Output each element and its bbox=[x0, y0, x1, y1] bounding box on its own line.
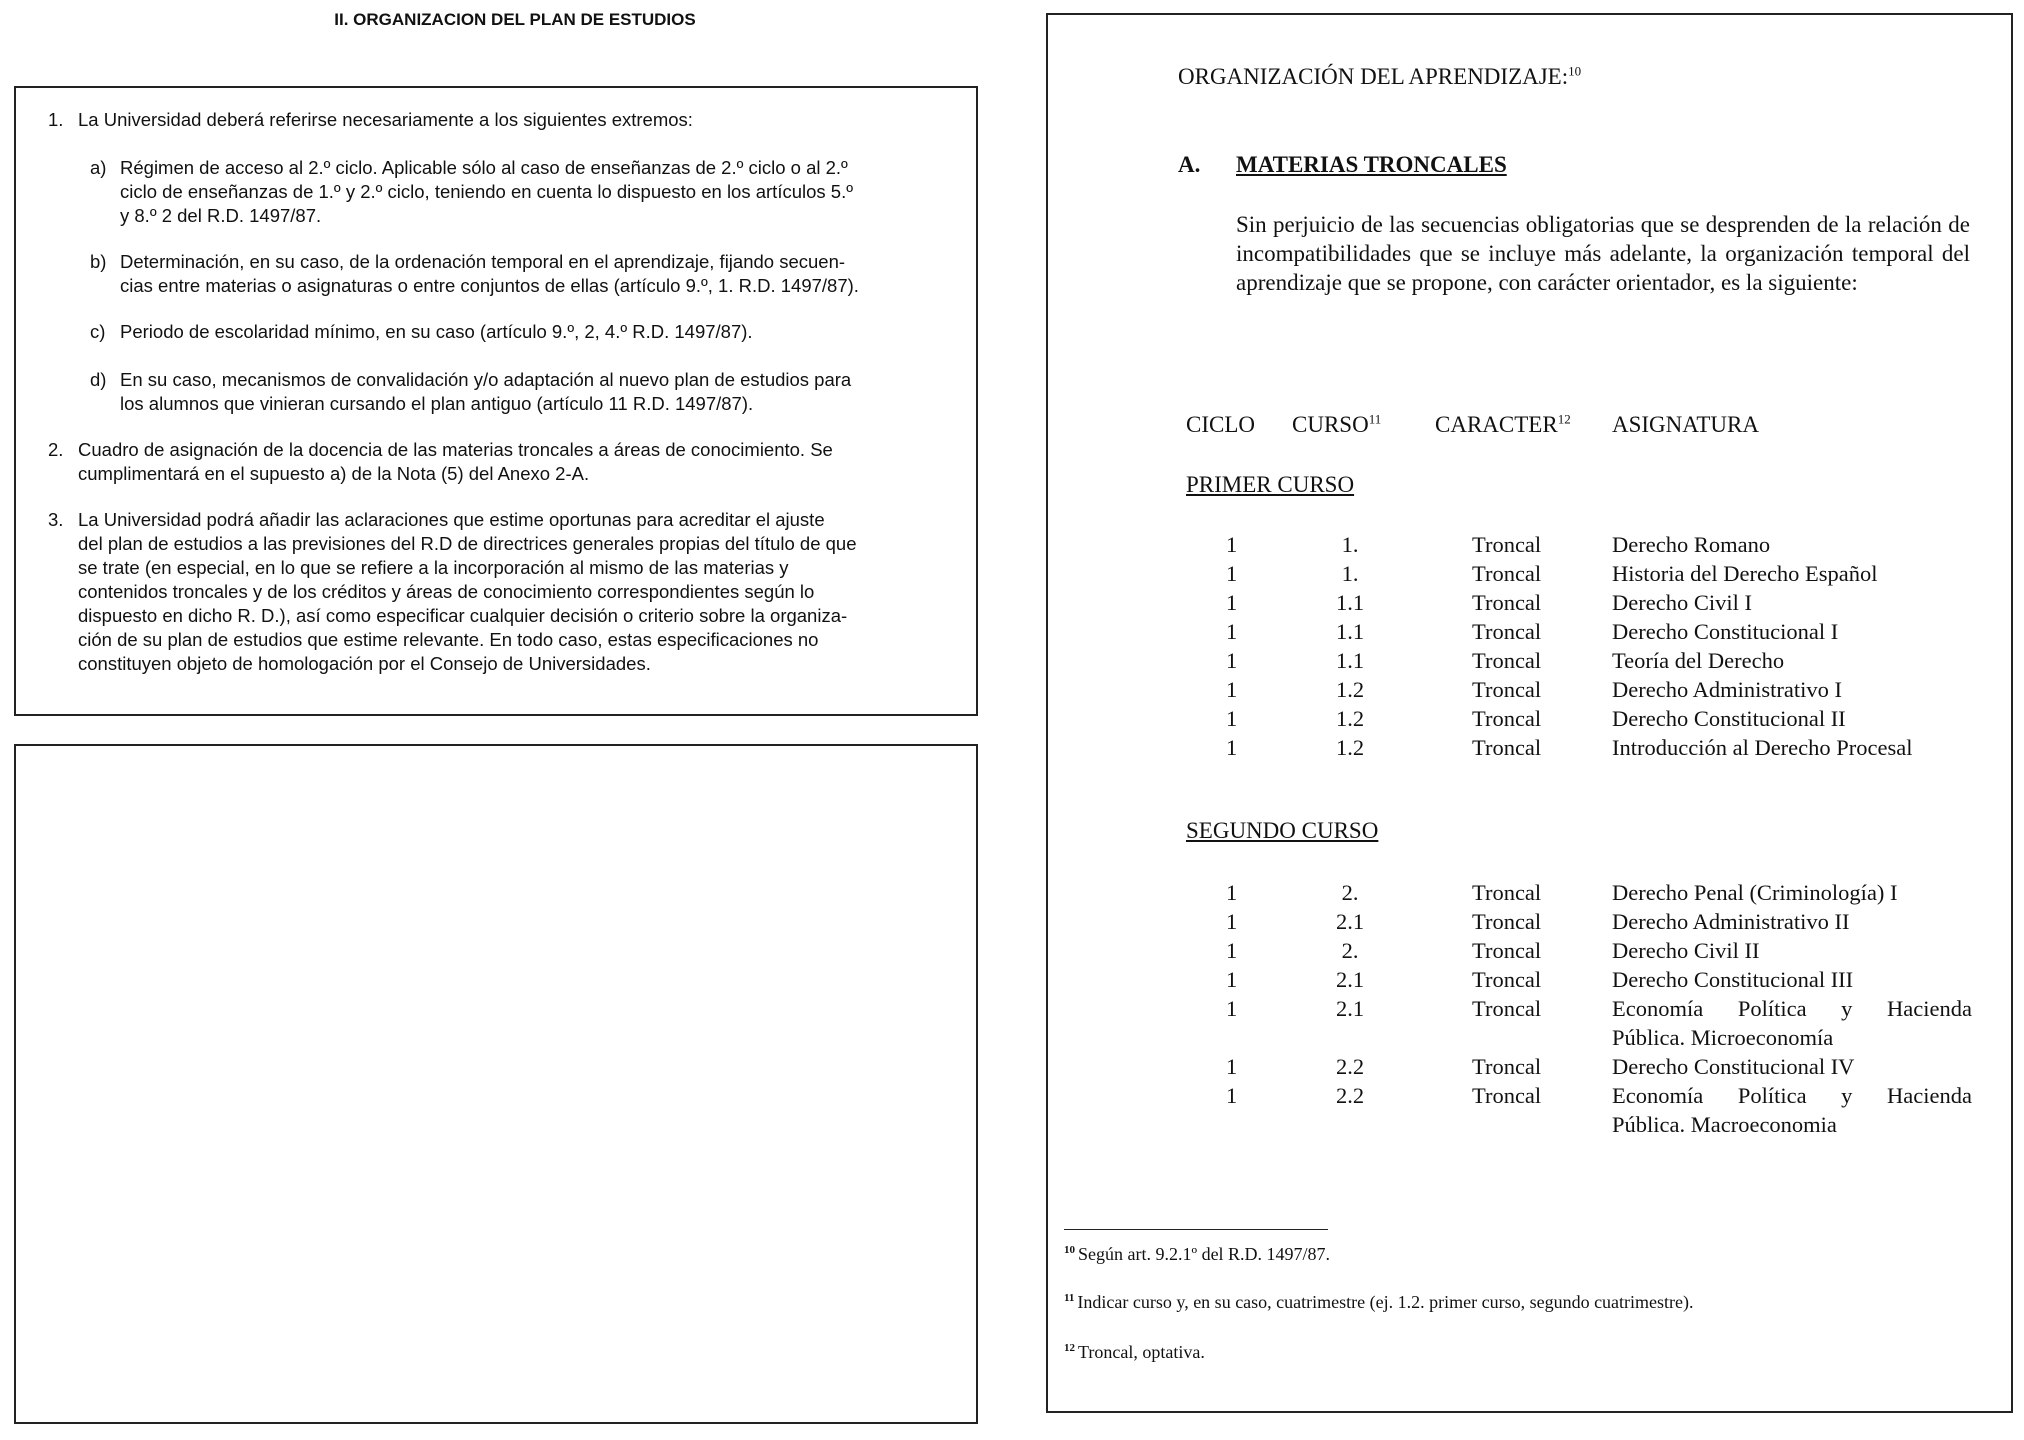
subitem-letter: d) bbox=[90, 369, 107, 390]
subitem-line: Periodo de escolaridad mínimo, en su caso (artículo 9.º, 2, 4.º R.D. 1497/87). bbox=[120, 321, 753, 342]
cell-asignatura: Economía Política y Hacienda bbox=[1612, 1083, 1972, 1108]
item-line: Cuadro de asignación de la docencia de las materias troncales a áreas de conocimiento. Se bbox=[78, 439, 833, 460]
cell-asignatura: Derecho Constitucional I bbox=[1612, 619, 1839, 644]
subitem-letter: a) bbox=[90, 157, 107, 178]
cell-asignatura: Teoría del Derecho bbox=[1612, 648, 1785, 673]
footnote-ref: 11 bbox=[1368, 411, 1382, 427]
cell-caracter: Troncal bbox=[1472, 1054, 1542, 1079]
footnote-number: 12 bbox=[1064, 1342, 1075, 1354]
cell-curso: 1.2 bbox=[1335, 677, 1365, 702]
item-number: 2. bbox=[48, 439, 64, 460]
item-line: cumplimentará en el supuesto a) de la Nota (5) del Anexo 2-A. bbox=[78, 463, 590, 484]
section-label: A. bbox=[1178, 152, 1201, 177]
col-header-asignatura: ASIGNATURA bbox=[1612, 412, 1759, 437]
cell-caracter: Troncal bbox=[1472, 532, 1542, 557]
item-number: 1. bbox=[48, 109, 64, 130]
cell-curso: 2.2 bbox=[1335, 1054, 1365, 1079]
cell-curso: 2.1 bbox=[1335, 909, 1365, 934]
subitem-line: los alumnos que vinieran cursando el plan antiguo (artículo 11 R.D. 1497/87). bbox=[120, 393, 754, 414]
item-line: del plan de estudios a las previsiones del R.D de directrices generales propias del título de que bbox=[78, 533, 857, 554]
empty-box bbox=[14, 744, 978, 1424]
cell-curso: 2.2 bbox=[1335, 1083, 1365, 1108]
cell-ciclo: 1 bbox=[1226, 532, 1238, 557]
item-line: se trate (en especial, en lo que se refiere a la incorporación al mismo de las materias y bbox=[78, 557, 789, 578]
item-number: 3. bbox=[48, 509, 64, 530]
cell-caracter: Troncal bbox=[1472, 880, 1542, 905]
cell-curso: 1.1 bbox=[1335, 619, 1365, 644]
cell-asignatura: Derecho Penal (Criminología) I bbox=[1612, 880, 1898, 905]
subitem-line: y 8.º 2 del R.D. 1497/87. bbox=[120, 205, 322, 226]
cell-curso: 2. bbox=[1341, 938, 1359, 963]
footnote-ref: 12 bbox=[1557, 411, 1571, 427]
cell-curso: 1. bbox=[1341, 532, 1359, 557]
subitem-line: Régimen de acceso al 2.º ciclo. Aplicable sólo al caso de enseñanzas de 2.º ciclo o al 2.º bbox=[120, 157, 848, 178]
footnote-text: Indicar curso y, en su caso, cuatrimestre (ej. 1.2. primer curso, segundo cuatrimestre). bbox=[1077, 1292, 1694, 1312]
footnote-ref: 10 bbox=[1568, 63, 1582, 79]
subitem-line: cias entre materias o asignaturas o entre conjuntos de ellas (artículo 9.º, 1. R.D. 1497/87). bbox=[120, 275, 859, 296]
cell-ciclo: 1 bbox=[1226, 1083, 1238, 1108]
item-line: La Universidad podrá añadir las aclaraciones que estime oportunas para acreditar el ajuste bbox=[78, 509, 825, 530]
item-text: La Universidad deberá referirse necesariamente a los siguientes extremos: bbox=[78, 109, 693, 130]
cell-ciclo: 1 bbox=[1226, 590, 1238, 615]
cell-asignatura: Derecho Constitucional IV bbox=[1612, 1054, 1855, 1079]
cell-ciclo: 1 bbox=[1226, 1054, 1238, 1079]
cell-caracter: Troncal bbox=[1472, 1083, 1542, 1108]
cell-asignatura-cont: Pública. Macroeconomia bbox=[1612, 1112, 1837, 1137]
cell-asignatura: Introducción al Derecho Procesal bbox=[1612, 735, 1913, 760]
cell-caracter: Troncal bbox=[1472, 735, 1542, 760]
cell-caracter: Troncal bbox=[1472, 996, 1542, 1021]
cell-curso: 1.2 bbox=[1335, 706, 1365, 731]
page-title bbox=[1178, 64, 1581, 90]
item-line: constituyen objeto de homologación por el Consejo de Universidades. bbox=[78, 653, 651, 674]
cell-asignatura: Historia del Derecho Español bbox=[1612, 561, 1878, 586]
cell-asignatura: Economía Política y Hacienda bbox=[1612, 996, 1972, 1021]
cell-curso: 1.1 bbox=[1335, 648, 1365, 673]
cell-ciclo: 1 bbox=[1226, 561, 1238, 586]
cell-ciclo: 1 bbox=[1226, 909, 1238, 934]
col-header-curso bbox=[1292, 412, 1381, 438]
cell-curso: 1. bbox=[1341, 561, 1359, 586]
subitem-letter: c) bbox=[90, 321, 106, 342]
cell-asignatura: Derecho Constitucional III bbox=[1612, 967, 1854, 992]
col-header-text: CARACTER bbox=[1435, 412, 1558, 437]
item-line: ción de su plan de estudios que estime relevante. En todo caso, estas especificaciones no bbox=[78, 629, 819, 650]
footnote-number: 10 bbox=[1064, 1244, 1075, 1256]
cell-curso: 2. bbox=[1341, 880, 1359, 905]
footnote-number: 11 bbox=[1064, 1292, 1075, 1304]
col-header-text: CURSO bbox=[1292, 412, 1369, 437]
cell-caracter: Troncal bbox=[1472, 677, 1542, 702]
cell-caracter: Troncal bbox=[1472, 561, 1542, 586]
item-line: dispuesto en dicho R. D.), así como especificar cualquier decisión o criterio sobre la organiza- bbox=[78, 605, 848, 626]
cell-asignatura: Derecho Constitucional II bbox=[1612, 706, 1846, 731]
segundo-curso-title: SEGUNDO CURSO bbox=[1186, 818, 1379, 843]
cell-ciclo: 1 bbox=[1226, 648, 1238, 673]
subitem-line: ciclo de enseñanzas de 1.º y 2.º ciclo, teniendo en cuenta lo dispuesto en los artículos 5.º bbox=[120, 181, 853, 202]
footnote-text: Según art. 9.2.1º del R.D. 1497/87. bbox=[1078, 1244, 1331, 1264]
cell-curso: 2.1 bbox=[1335, 996, 1365, 1021]
cell-ciclo: 1 bbox=[1226, 619, 1238, 644]
page-title-text: ORGANIZACIÓN DEL APRENDIZAJE: bbox=[1178, 64, 1569, 89]
cell-ciclo: 1 bbox=[1226, 967, 1238, 992]
cell-asignatura: Derecho Administrativo II bbox=[1612, 909, 1850, 934]
cell-caracter: Troncal bbox=[1472, 648, 1542, 673]
cell-caracter: Troncal bbox=[1472, 706, 1542, 731]
subitem-line: Determinación, en su caso, de la ordenación temporal en el aprendizaje, fijando secuen- bbox=[120, 251, 846, 272]
footnote-text: Troncal, optativa. bbox=[1078, 1342, 1205, 1362]
cell-asignatura: Derecho Administrativo I bbox=[1612, 677, 1842, 702]
cell-curso: 1.1 bbox=[1335, 590, 1365, 615]
cell-ciclo: 1 bbox=[1226, 677, 1238, 702]
left-page-heading: II. ORGANIZACION DEL PLAN DE ESTUDIOS bbox=[334, 10, 696, 29]
subitem-letter: b) bbox=[90, 251, 107, 272]
footnote-divider bbox=[1064, 1229, 1328, 1230]
section-title: MATERIAS TRONCALES bbox=[1236, 152, 1507, 177]
cell-caracter: Troncal bbox=[1472, 619, 1542, 644]
col-header-caracter bbox=[1435, 412, 1571, 438]
cell-curso: 1.2 bbox=[1335, 735, 1365, 760]
cell-curso: 2.1 bbox=[1335, 967, 1365, 992]
cell-ciclo: 1 bbox=[1226, 938, 1238, 963]
cell-ciclo: 1 bbox=[1226, 706, 1238, 731]
cell-asignatura: Derecho Civil II bbox=[1612, 938, 1760, 963]
item-line: contenidos troncales y de los créditos y áreas de conocimiento correspondientes según lo bbox=[78, 581, 815, 602]
cell-asignatura: Derecho Romano bbox=[1612, 532, 1771, 557]
cell-asignatura: Derecho Civil I bbox=[1612, 590, 1752, 615]
cell-caracter: Troncal bbox=[1472, 967, 1542, 992]
cell-ciclo: 1 bbox=[1226, 735, 1238, 760]
footnote-12 bbox=[1064, 1342, 1205, 1363]
col-header-ciclo: CICLO bbox=[1186, 412, 1255, 437]
footnote-11 bbox=[1064, 1292, 1694, 1313]
subitem-line: En su caso, mecanismos de convalidación y/o adaptación al nuevo plan de estudios para bbox=[120, 369, 852, 390]
primer-curso-title: PRIMER CURSO bbox=[1186, 472, 1355, 497]
cell-caracter: Troncal bbox=[1472, 590, 1542, 615]
cell-ciclo: 1 bbox=[1226, 880, 1238, 905]
cell-caracter: Troncal bbox=[1472, 909, 1542, 934]
intro-paragraph: Sin perjuicio de las secuencias obligatorias que se desprenden de la relación de incompatibilidades que se incluye más adelante, la organización temporal del aprendizaje que se propone, con carácter orientador, es la siguiente: bbox=[1236, 212, 1970, 295]
cell-asignatura-cont: Pública. Microeconomía bbox=[1612, 1025, 1834, 1050]
cell-ciclo: 1 bbox=[1226, 996, 1238, 1021]
footnote-10 bbox=[1064, 1244, 1330, 1265]
cell-caracter: Troncal bbox=[1472, 938, 1542, 963]
